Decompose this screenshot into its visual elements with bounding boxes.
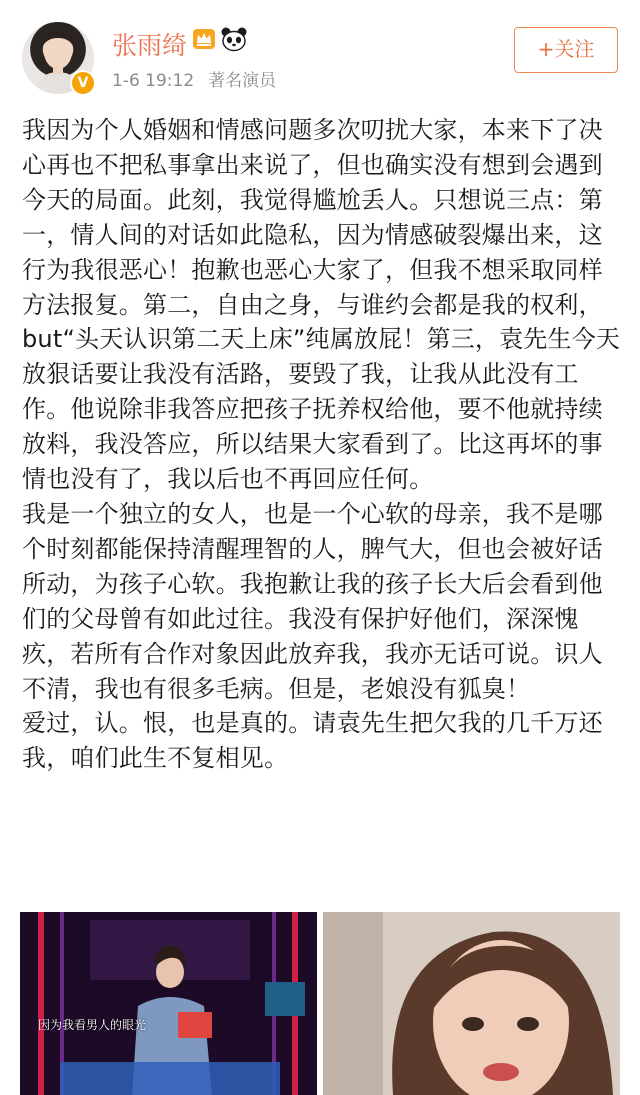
user-badges <box>192 24 248 54</box>
post-text <box>22 113 622 776</box>
stage-scene <box>20 912 317 1095</box>
user-name[interactable]: 张雨绮 <box>112 31 188 60</box>
post-images <box>20 912 620 1095</box>
user-title: 著名演员 <box>208 71 277 91</box>
post-paragraph-2: 我是一个独立的女人，也是一个心软的母亲，我不是哪个时刻都能保持清醒理智的人，脾气大，但也会被好话所动，为孩子心软。我抱歉让我的孩子长大后会看到他们的父母曾有如此过往。我没有保护好他们，深深愧疚，若所有合作对象因此放弃我，我亦无话可说。识人不清，我也有很多毛病。但是，老娘没有狐臭！ <box>22 499 603 703</box>
post-timestamp: 1-6 19:12 <box>112 71 195 91</box>
post-paragraph-1: 我因为个人婚姻和情感问题多次叨扰大家，本来下了决心再也不把私事拿出来说了，但也确实没有想到会遇到今天的局面。此刻，我觉得尴尬丢人。只想说三点：第一，情人间的对话如此隐私，因为情感破裂爆出来，这行为我很恶心！抱歉也恶心大家了，但我不想采取同样方法报复。第二，自由之身，与谁约会都是我的权利，but“头天认识第二天上床”纯属放屁！第三，袁先生今天放狠话要让我没有活路，要毁了我，让我从此没有工作。他说除非我答应把孩子抚养权给他，要不他就持续放料，我没答应，所以结果大家看到了。比这再坏的事情也没有了，我以后也不再回应任何。 <box>22 116 621 494</box>
panda-icon <box>220 26 248 52</box>
crown-icon <box>192 27 216 51</box>
verified-badge-icon: V <box>70 70 96 96</box>
post-image-stage[interactable] <box>20 912 317 1095</box>
post-meta <box>112 66 276 91</box>
post-image-portrait[interactable] <box>323 912 620 1095</box>
post-paragraph-3: 爱过，认。恨，也是真的。请袁先生把欠我的几千万还我，咱们此生不复相见。 <box>22 709 603 773</box>
portrait-scene <box>323 912 620 1095</box>
image-caption: 因为我看男人的眼光 <box>38 1018 147 1032</box>
post-header <box>0 0 640 105</box>
follow-button[interactable]: +关注 <box>514 27 618 73</box>
